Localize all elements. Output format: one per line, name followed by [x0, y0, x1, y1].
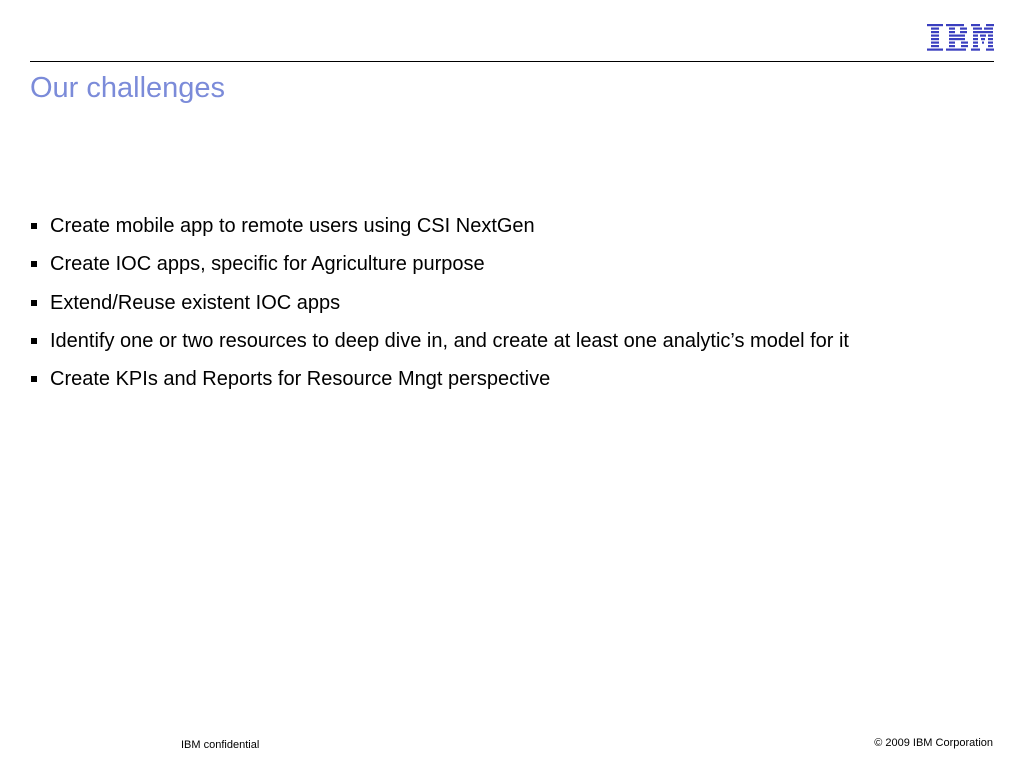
square-bullet-icon [31, 300, 37, 306]
slide-title: Our challenges [30, 72, 226, 104]
footer-confidential: IBM confidential [181, 739, 260, 751]
bullet-text: Create IOC apps, specific for Agriculture purpose [50, 253, 485, 276]
square-bullet-icon [31, 261, 37, 267]
square-bullet-icon [31, 376, 37, 382]
bullet-text: Extend/Reuse existent IOC apps [50, 291, 341, 314]
bullet-text: Create KPIs and Reports for Resource Mngt perspective [50, 368, 551, 391]
footer-copyright: © 2009 IBM Corporation [874, 737, 993, 749]
square-bullet-icon [31, 338, 37, 344]
header-divider [30, 61, 994, 62]
bullet-text: Identify one or two resources to deep dive in, and create at least one analytic’s model for it [50, 329, 849, 352]
ibm-logo [927, 24, 994, 51]
bullet-text: Create mobile app to remote users using CSI NextGen [50, 215, 535, 237]
square-bullet-icon [31, 223, 37, 229]
